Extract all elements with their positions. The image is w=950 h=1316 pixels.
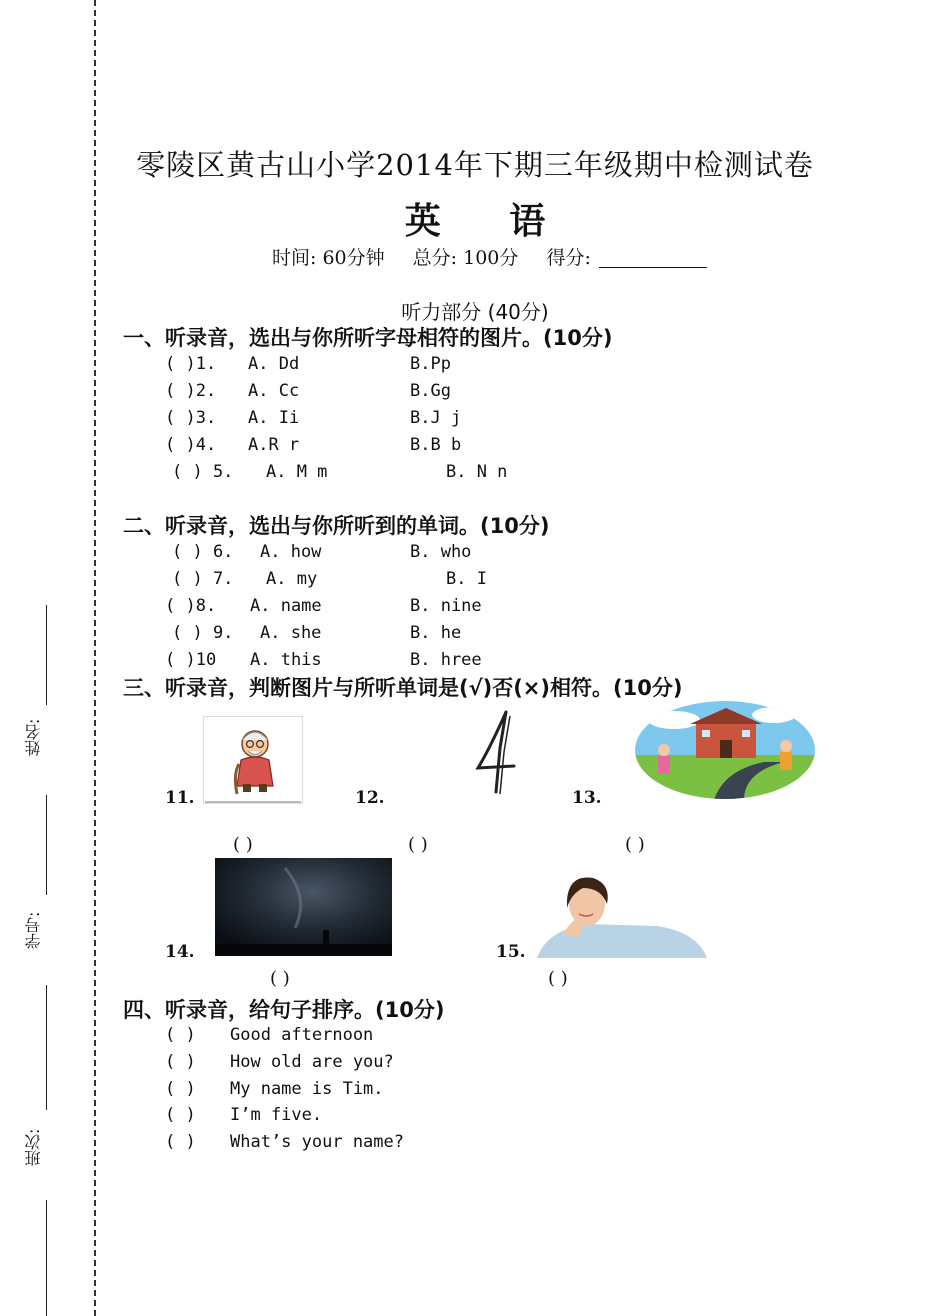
q9-option-a: A. she xyxy=(260,623,322,643)
q5-option-b: B. N n xyxy=(446,462,508,482)
q4-option-a: A.R r xyxy=(248,435,300,455)
name-label: 姓名: xyxy=(24,718,43,756)
q10-option-a: A. this xyxy=(250,650,322,670)
number-line xyxy=(46,985,47,1110)
name-line-bottom xyxy=(46,795,47,895)
q8-option-b: B. nine xyxy=(410,596,482,616)
q8-number[interactable]: ( )8. xyxy=(165,596,217,616)
q2-option-a: A. Cc xyxy=(248,381,300,401)
part-title: 听力部分 (40分) xyxy=(401,300,549,324)
q7-option-b: B. I xyxy=(446,569,487,589)
answer-13[interactable]: ( ) xyxy=(625,834,645,855)
sentence-5: What’s your name? xyxy=(230,1132,404,1152)
item-12-label: 12. xyxy=(355,788,385,808)
q9-number[interactable]: ( ) 9. xyxy=(172,623,234,643)
section-2-title: 二、听录音，选出与你所听到的单词。(10分) xyxy=(123,514,550,538)
sentence-1: Good afternoon xyxy=(230,1025,374,1045)
answer-12[interactable]: ( ) xyxy=(408,834,428,855)
section-1-title: 一、听录音，选出与你所听字母相符的图片。(10分) xyxy=(123,326,613,350)
order-answer-5[interactable]: ( ) xyxy=(165,1132,196,1152)
q9-option-b: B. he xyxy=(410,623,462,643)
class-line xyxy=(46,1200,47,1316)
exam-title: 零陵区黄古山小学2014年下期三年级期中检测试卷 xyxy=(136,148,814,182)
old-man-picture xyxy=(203,716,303,804)
q10-option-b: B. hree xyxy=(410,650,482,670)
q2-number[interactable]: ( )2. xyxy=(165,381,217,401)
q6-option-a: A. how xyxy=(260,542,322,562)
q3-option-a: A. Ii xyxy=(248,408,300,428)
woman-picture xyxy=(527,874,709,958)
q4-number[interactable]: ( )4. xyxy=(165,435,217,455)
time-limit: 时间: 60分钟 xyxy=(272,247,385,269)
answer-15[interactable]: ( ) xyxy=(548,968,568,989)
q4-option-b: B.B b xyxy=(410,435,462,455)
exam-meta xyxy=(272,243,729,270)
score-blank[interactable] xyxy=(599,249,707,268)
q3-number[interactable]: ( )3. xyxy=(165,408,217,428)
q1-number[interactable]: ( )1. xyxy=(165,354,217,374)
sentence-3: My name is Tim. xyxy=(230,1079,384,1099)
q7-option-a: A. my xyxy=(266,569,318,589)
item-14-label: 14. xyxy=(165,942,195,962)
q8-option-a: A. name xyxy=(250,596,322,616)
answer-11[interactable]: ( ) xyxy=(233,834,253,855)
school-scene-picture xyxy=(634,700,816,800)
order-answer-1[interactable]: ( ) xyxy=(165,1025,196,1045)
q6-number[interactable]: ( ) 6. xyxy=(172,542,234,562)
q6-option-b: B. who xyxy=(410,542,472,562)
name-line-top xyxy=(46,605,47,705)
sentence-2: How old are you? xyxy=(230,1052,394,1072)
order-answer-4[interactable]: ( ) xyxy=(165,1105,196,1125)
score-label: 得分: xyxy=(546,247,591,269)
q10-number[interactable]: ( )10 xyxy=(165,650,217,670)
q1-option-b: B.Pp xyxy=(410,354,451,374)
answer-14[interactable]: ( ) xyxy=(270,968,290,989)
section-4-title: 四、听录音，给句子排序。(10分) xyxy=(123,998,445,1022)
q7-number[interactable]: ( ) 7. xyxy=(172,569,234,589)
sentence-4: I’m five. xyxy=(230,1105,323,1125)
section-3-title: 三、听录音，判断图片与所听单词是(√)否(×)相符。(10分) xyxy=(123,676,683,700)
q2-option-b: B.Gg xyxy=(410,381,451,401)
q5-option-a: A. M m xyxy=(266,462,328,482)
q3-option-b: B.J j xyxy=(410,408,462,428)
class-label: 班次: xyxy=(24,1128,43,1166)
number-four-picture xyxy=(470,708,520,800)
q1-option-a: A. Dd xyxy=(248,354,300,374)
order-answer-2[interactable]: ( ) xyxy=(165,1052,196,1072)
night-sky-picture xyxy=(215,858,392,956)
item-15-label: 15. xyxy=(496,942,526,962)
total-score: 总分: 100分 xyxy=(412,247,519,269)
student-number-label: 学号: xyxy=(24,911,43,949)
item-13-label: 13. xyxy=(572,788,602,808)
q5-number[interactable]: ( ) 5. xyxy=(172,462,234,482)
item-11-label: 11. xyxy=(165,788,195,808)
subject-title: 英 语 xyxy=(404,201,574,242)
order-answer-3[interactable]: ( ) xyxy=(165,1079,196,1099)
